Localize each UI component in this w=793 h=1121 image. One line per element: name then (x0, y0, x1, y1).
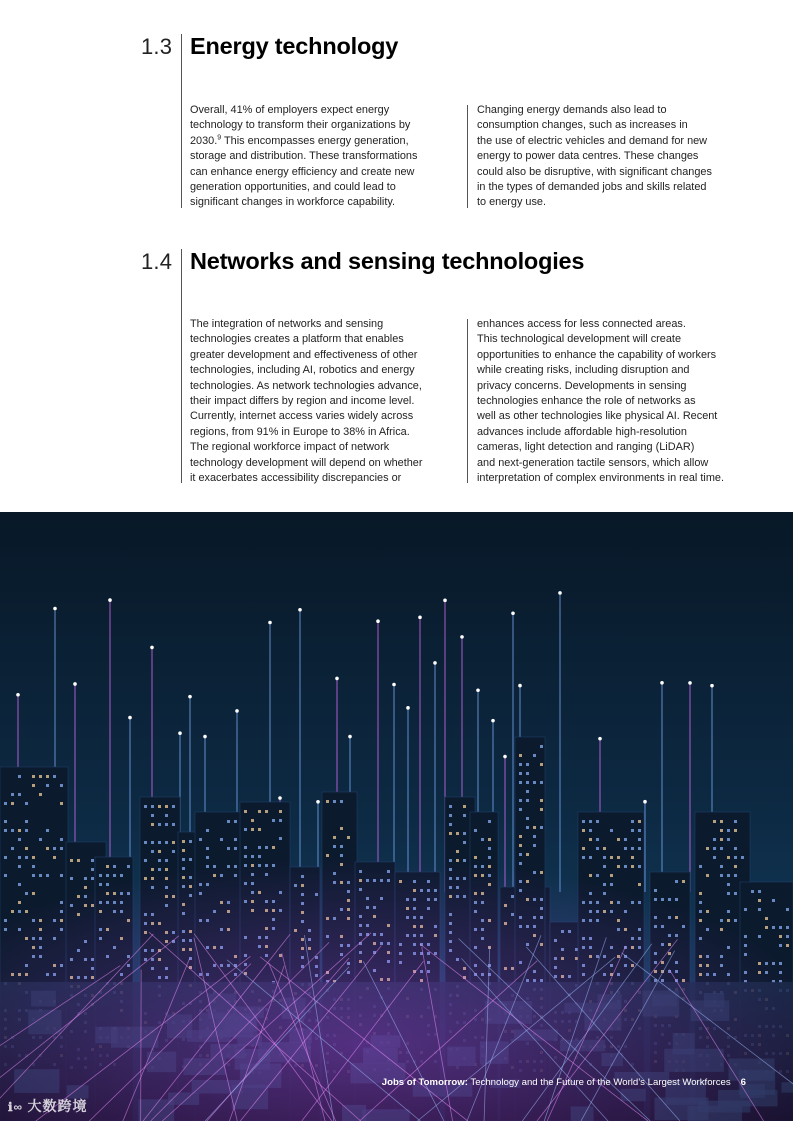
report-title-bold: Jobs of Tomorrow: (381, 1077, 468, 1088)
column-divider (467, 105, 468, 208)
beam-tip (518, 684, 522, 688)
beam-tip (376, 619, 380, 623)
beam-tip (558, 591, 562, 595)
window-light (526, 790, 529, 793)
window-light (39, 793, 42, 796)
paragraph-text: Changing energy demands also lead to consumption changes, such as increases in the use of electric vehicles and demand for new energy to power data centres. These changes could also be disruptive, with significant changes in the types of demanded jobs and skills related to energy use. (477, 104, 712, 209)
beam-tip (598, 737, 602, 741)
beam-tip (203, 735, 207, 739)
beam-tip (433, 661, 437, 665)
window-light (526, 763, 529, 766)
column-divider (467, 319, 468, 483)
paragraph-text: This encompasses energy generation, storage and distribution. These transformations can enhance energy efficiency and create new generation opportunities, and could lead to significant changes in workforce capability. (190, 134, 418, 209)
section-title: Energy technology (190, 33, 399, 59)
section-number: 1.4 (141, 249, 173, 274)
window-light (519, 772, 522, 775)
beam-tip (316, 800, 320, 804)
beam-tip (150, 646, 154, 650)
watermark-text: 大数跨境 (27, 1098, 88, 1114)
beam-tip (298, 608, 302, 612)
window-light (4, 802, 7, 805)
beam-tip (108, 598, 112, 602)
light-streak (141, 970, 142, 1121)
beam-tip (491, 719, 495, 723)
window-light (540, 808, 543, 811)
window-light (540, 799, 543, 802)
window-light (519, 754, 522, 757)
window-light (333, 800, 336, 803)
window-light (165, 805, 168, 808)
footnote-marker: 9 (217, 134, 222, 142)
page-footer (382, 1077, 746, 1088)
window-light (533, 781, 536, 784)
beam-tip (178, 731, 182, 735)
beam-tip (660, 681, 664, 685)
window-light (340, 800, 343, 803)
beam-tip (278, 796, 282, 800)
section-divider-line (181, 249, 182, 483)
window-light (519, 763, 522, 766)
window-light (526, 781, 529, 784)
window-light (11, 793, 14, 796)
page-number: 6 (740, 1077, 746, 1088)
window-light (46, 784, 49, 787)
window-light (151, 805, 154, 808)
section-number: 1.3 (141, 34, 173, 59)
window-light (449, 805, 452, 808)
window-light (519, 781, 522, 784)
window-light (18, 793, 21, 796)
window-light (519, 799, 522, 802)
beam-tip (128, 716, 132, 720)
beam-tip (710, 684, 714, 688)
beam-tip (511, 611, 515, 615)
window-light (46, 775, 49, 778)
beam-tip (16, 693, 20, 697)
window-light (158, 805, 161, 808)
section-title: Networks and sensing technologies (190, 248, 585, 274)
beam-tip (688, 681, 692, 685)
city-network-photo (0, 512, 793, 1121)
window-light (25, 802, 28, 805)
beam-tip (418, 616, 422, 620)
beam-tip (503, 755, 507, 759)
beam-tip (188, 695, 192, 699)
window-light (172, 805, 175, 808)
window-light (60, 784, 63, 787)
window-light (32, 784, 35, 787)
window-light (39, 775, 42, 778)
beam-tip (235, 709, 239, 713)
beam-tip (406, 706, 410, 710)
window-light (540, 745, 543, 748)
beam-tip (392, 683, 396, 687)
beam-tip (460, 635, 464, 639)
beam-tip (348, 735, 352, 739)
window-light (53, 775, 56, 778)
window-light (144, 805, 147, 808)
window-light (526, 799, 529, 802)
beam-tip (335, 677, 339, 681)
body-column-left (190, 103, 452, 211)
beam-tip (73, 682, 77, 686)
section-divider-line (181, 34, 182, 208)
watermark-logo: ℹ∞ 大数跨境 (8, 1098, 88, 1114)
window-light (326, 800, 329, 803)
body-column-right (477, 317, 747, 486)
beam-tip (643, 800, 647, 804)
report-title: Technology and the Future of the World’s Largest Workforces (467, 1077, 731, 1088)
beam-tip (53, 607, 57, 611)
window-light (540, 763, 543, 766)
window-light (32, 775, 35, 778)
window-light (60, 802, 63, 805)
beam-tip (476, 688, 480, 692)
paragraph-text: The integration of networks and sensing technologies creates a platform that enables greater development and effectiveness of other technologies, including AI, robotics and energy technologies. As network technologies advance, their impact differs by region and income level. Currently, internet access varies widely across regions, from 91% in Europe to 38% in Africa. The regional workforce impact of network technology development will depend on whether it exacerbates accessibility discrepancies or (190, 318, 423, 485)
paragraph-text: enhances access for less connected areas. This technological development will create opportunities to enhance the capability of workers while creating risks, including disruption and privacy concerns. Developments in sensing technologies enhance the role of networks as well as other technologies like physical AI. Recent advances include affordable high-resolution cameras, light detection and ranging (LiDAR) and next-generation tactile sensors, which allow interpretation of complex environments in real time. (477, 318, 724, 485)
window-light (533, 754, 536, 757)
window-light (540, 781, 543, 784)
body-column-right (477, 103, 747, 211)
window-light (519, 808, 522, 811)
window-light (18, 775, 21, 778)
window-light (526, 772, 529, 775)
body-column-left (190, 317, 452, 486)
beam-tip (443, 599, 447, 603)
window-light (463, 805, 466, 808)
window-light (11, 802, 14, 805)
beam-tip (268, 621, 272, 625)
paragraph-text: Overall, 41% of employers expect energy technology to transform their organizations by 2030. (190, 104, 411, 147)
